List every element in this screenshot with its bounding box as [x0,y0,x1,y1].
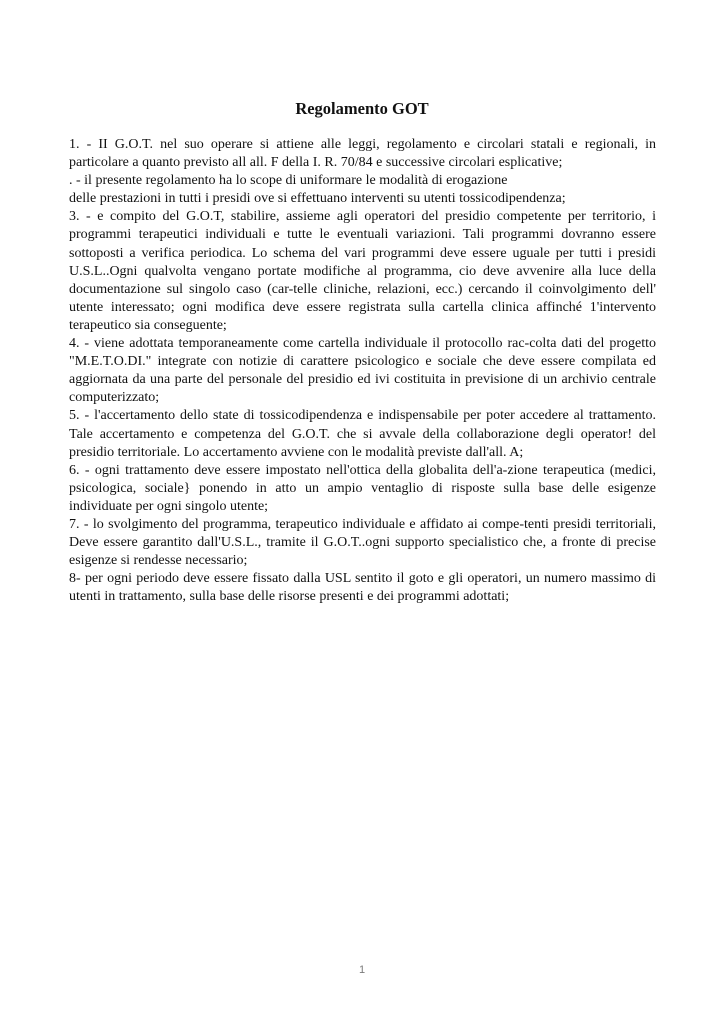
paragraph-3: 3. - e compito del G.O.T, stabilire, assieme agli operatori del presidio competente per territorio, i programmi terapeutici individuali e tutte le eventuali variazioni. Tali programmi dovranno essere sottoposti a verifica periodica. Lo schema del vari programmi deve essere uguale per tutti i presidi U.S.L..Ogni qualvolta vengano portate modifiche al programma, cio deve avvenire alla luce della documentazione sul singolo caso (car-telle cliniche, relazioni, ecc.) cercando il coinvolgimento dell' utente interessato; ogni modifica deve essere registrata sulla cartella clinica affinché 1'intervento terapeutico sia conseguente; [69,209,656,333]
page-number: 1 [358,964,366,976]
document-title: Regolamento GOT [295,99,429,118]
paragraph-8: 8- per ogni periodo deve essere fissato dalla USL sentito il goto e gli operatori, un numero massimo di utenti in trattamento, sulla base delle risorse presenti e dei programmi adottati; [69,571,656,605]
paragraph-5: 5. - l'accertamento dello state di tossicodipendenza e indispensabile per poter accedere al trattamento. Tale accertamento e competenza del G.O.T. che si avvale della collaborazione degli operator! del presidio territoriale. Lo accertamento avviene con le modalità previste dall'all. A; [69,408,656,460]
paragraph-6: 6. - ogni trattamento deve essere impostato nell'ottica della globalita dell'a-zione terapeutica (medici, psicologica, sociale} ponendo in atto un ampio ventaglio di risposte sulla base delle esigenze individuate per ogni singolo utente; [69,462,656,514]
paragraph-2: . - il presente regolamento ha lo scope di uniformare le modalità di erogazione [69,173,508,189]
paragraph-1: 1. - II G.O.T. nel suo operare si attiene alle leggi, regolamento e circolari statali e regionali, in particolare a quanto previsto all all. F della I. R. 70/84 e successive circolari esplicative; [69,137,656,171]
document-body [69,136,656,606]
paragraph-7: 7. - lo svolgimento del programma, terapeutico individuale e affidato ai compe-tenti presidi territoriali, Deve essere garantito dall'U.S.L., tramite il G.O.T..ogni supporto specialistico che, a fronte di precise esigenze si rendesse necessario; [69,516,656,569]
paragraph-2-continued: delle prestazioni in tutti i presidi ove si effettuano interventi su utenti tossicodipendenza; [69,191,566,207]
paragraph-4: 4. - viene adottata temporaneamente come cartella individuale il protocollo rac-colta dati del progetto "M.E.T.O.DI." integrate con notizie di carattere psicologico e sociale che deve essere compilata ed aggiornata da una parte del personale del presidio ed ivi costituita in previsione di un archivio centrale computerizzato; [69,336,656,406]
